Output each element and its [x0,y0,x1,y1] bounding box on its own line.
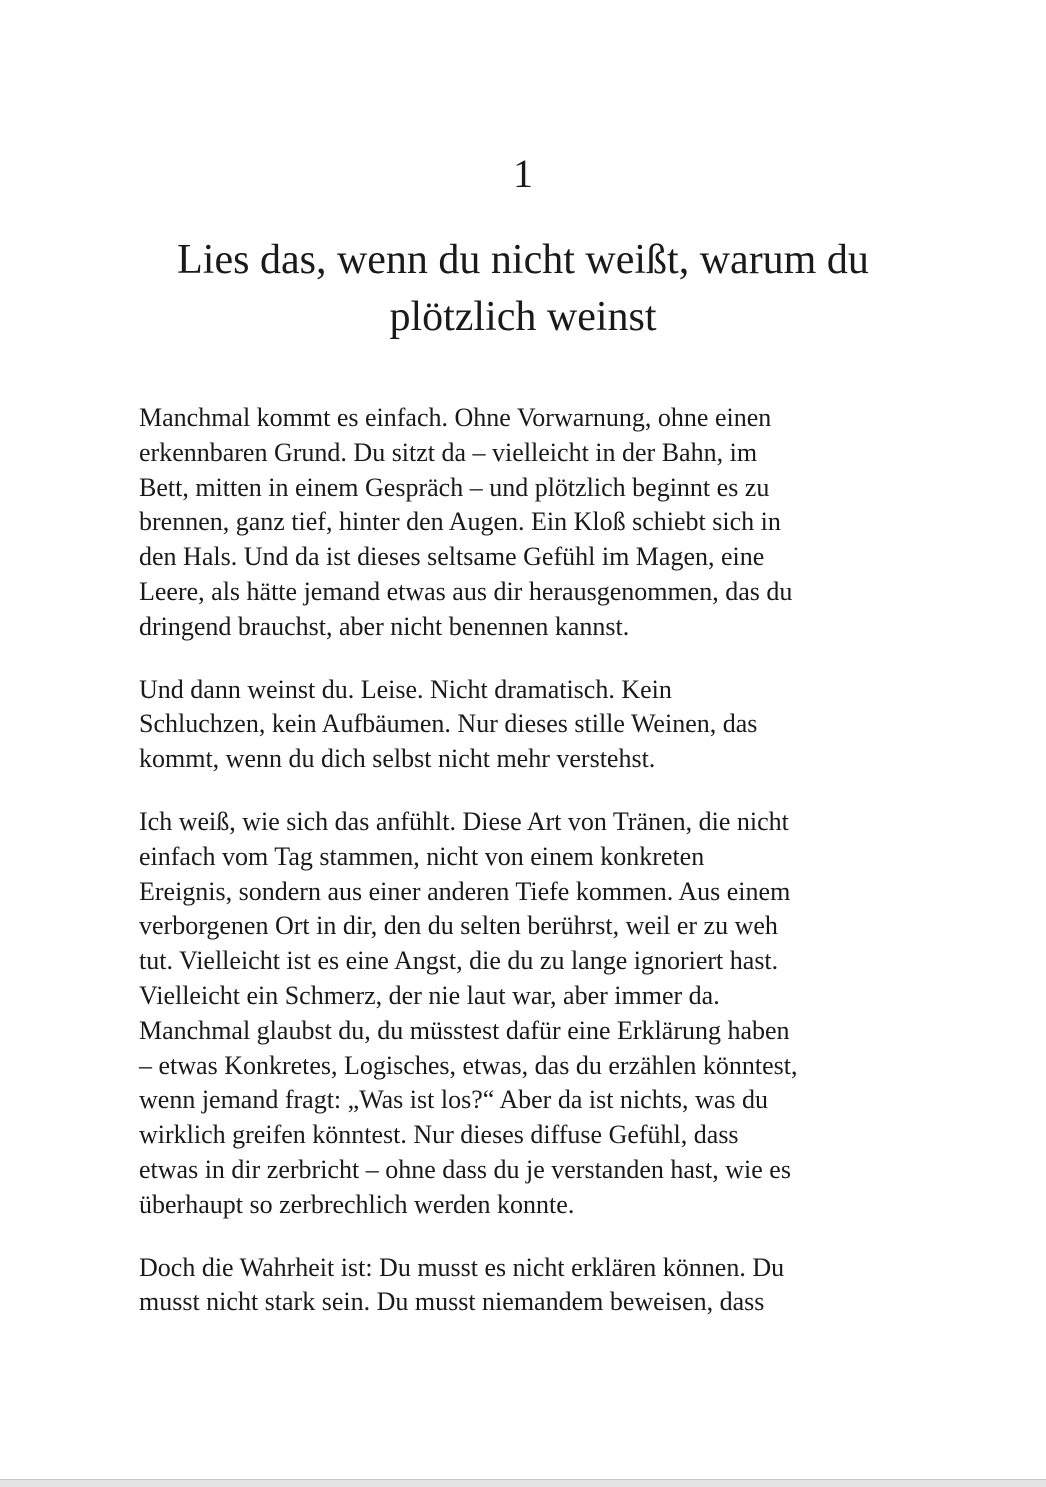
text-line: wirklich greifen könntest. Nur dieses diffuse Gefühl, dass [139,1120,739,1150]
text-line: Manchmal glaubst du, du müsstest dafür eine Erklärung haben [139,1015,790,1045]
text-line: dringend brauchst, aber nicht benennen kannst. [139,611,630,641]
text-line: Schluchzen, kein Aufbäumen. Nur dieses stille Weinen, das [139,709,758,739]
paragraph-1 [139,401,909,645]
text-line: überhaupt so zerbrechlich werden konnte. [139,1189,575,1219]
chapter-title [120,232,926,346]
chapter-title-line: plötzlich weinst [389,294,657,340]
text-line: den Hals. Und da ist dieses seltsame Gefühl im Magen, eine [139,542,765,572]
text-line: Vielleicht ein Schmerz, der nie laut war, aber immer da. [139,980,720,1010]
chapter-number: 1 [513,151,533,196]
text-line: tut. Vielleicht ist es eine Angst, die du zu lange ignoriert hast. [139,946,779,976]
chapter-title-line: Lies das, wenn du nicht weißt, warum du [177,237,869,283]
paragraph-3 [139,805,909,1223]
page-bottom-edge [0,1479,1046,1487]
text-line: verborgenen Ort in dir, den du selten berührst, weil er zu weh [139,911,778,941]
text-line: Manchmal kommt es einfach. Ohne Vorwarnung, ohne einen [139,403,772,432]
body-text [139,401,909,1348]
text-line: Und dann weinst du. Leise. Nicht dramatisch. Kein [139,674,672,704]
text-line: erkennbaren Grund. Du sitzt da – vielleicht in der Bahn, im [139,437,758,467]
text-line: einfach vom Tag stammen, nicht von einem konkreten [139,841,705,871]
text-line: – etwas Konkretes, Logisches, etwas, das du erzählen könntest, [139,1050,798,1080]
text-line: Ereignis, sondern aus einer anderen Tiefe kommen. Aus einem [139,876,791,906]
text-line: Leere, als hätte jemand etwas aus dir herausgenommen, das du [139,576,793,606]
text-line: Doch die Wahrheit ist: Du musst es nicht erklären können. Du [139,1252,785,1282]
text-line: kommt, wenn du dich selbst nicht mehr verstehst. [139,744,656,774]
paragraph-4 [139,1251,909,1321]
text-line: Ich weiß, wie sich das anfühlt. Diese Art von Tränen, die nicht [139,806,789,836]
text-line: wenn jemand fragt: „Was ist los?“ Aber da ist nichts, was du [139,1085,768,1115]
text-line: brennen, ganz tief, hinter den Augen. Ein Kloß schiebt sich in [139,507,781,537]
text-line: Bett, mitten in einem Gespräch – und plötzlich beginnt es zu [139,472,770,502]
text-line: musst nicht stark sein. Du musst niemandem beweisen, dass [139,1287,765,1317]
text-line: etwas in dir zerbricht – ohne dass du je verstanden hast, wie es [139,1154,791,1184]
paragraph-2 [139,673,909,777]
